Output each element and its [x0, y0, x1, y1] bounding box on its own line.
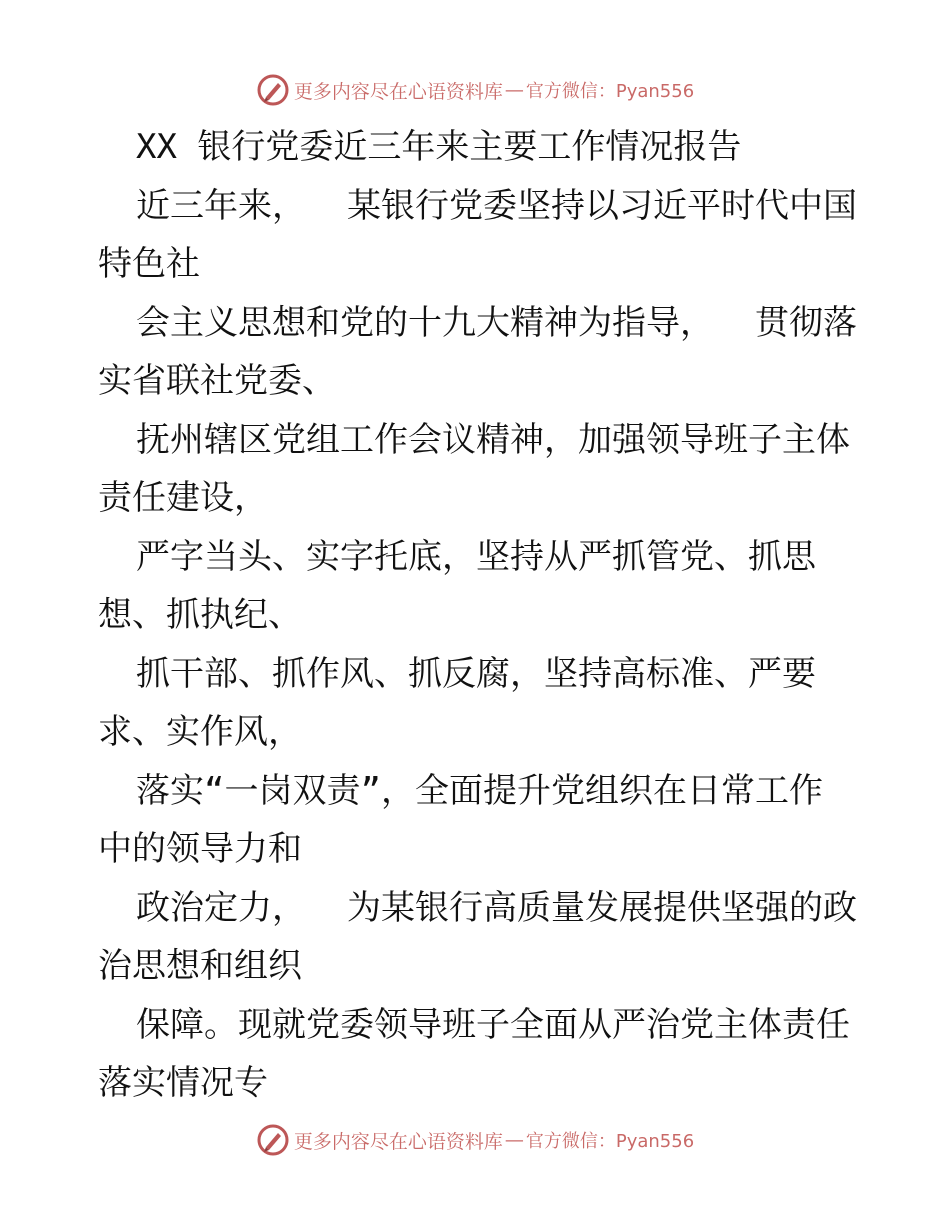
watermark-main-text: 更多内容尽在心语资料库 [293, 1130, 503, 1153]
paragraph-line: 求、实作风， [98, 712, 302, 752]
paragraph-line: 近三年来， 某银行党委坚持以习近平时代中国 [136, 185, 857, 226]
watermark-separator: — [504, 79, 524, 101]
paragraph-line: 落实“一岗双责”，全面提升党组织在日常工作 [136, 770, 823, 811]
paragraph-line: 实省联社党委、 [98, 361, 336, 401]
document-body [98, 118, 858, 1113]
watermark-separator: — [504, 1129, 524, 1151]
document-title: XX 银行党委近三年来主要工作情况报告 [136, 127, 742, 167]
pen-logo-icon [256, 73, 290, 107]
paragraph-line: 治思想和组织 [98, 946, 302, 986]
watermark-header [0, 70, 950, 110]
watermark-main-text: 更多内容尽在心语资料库 [293, 80, 503, 103]
paragraph-line: 落实情况专 [98, 1063, 268, 1103]
paragraph-line: 政治定力， 为某银行高质量发展提供坚强的政 [136, 887, 857, 928]
paragraph-line: 责任建设， [98, 478, 268, 518]
paragraph-line: 抚州辖区党组工作会议精神，加强领导班子主体 [136, 419, 850, 460]
watermark-footer [0, 1120, 950, 1160]
paragraph-line: 想、抓执纪、 [98, 595, 302, 635]
paragraph-line: 中的领导力和 [98, 829, 302, 869]
paragraph-line: 特色社 [98, 244, 200, 284]
paragraph-line: 会主义思想和党的十九大精神为指导， 贯彻落 [136, 302, 857, 343]
paragraph-line: 保障。现就党委领导班子全面从严治党主体责任 [136, 1004, 850, 1045]
watermark-contact: 官方微信：Pyan556 [525, 1131, 695, 1152]
paragraph-line: 严字当头、实字托底，坚持从严抓管党、抓思 [136, 536, 816, 577]
watermark-contact: 官方微信：Pyan556 [525, 81, 695, 102]
paragraph-line: 抓干部、抓作风、抓反腐，坚持高标准、严要 [136, 653, 816, 694]
pen-logo-icon [256, 1123, 290, 1157]
